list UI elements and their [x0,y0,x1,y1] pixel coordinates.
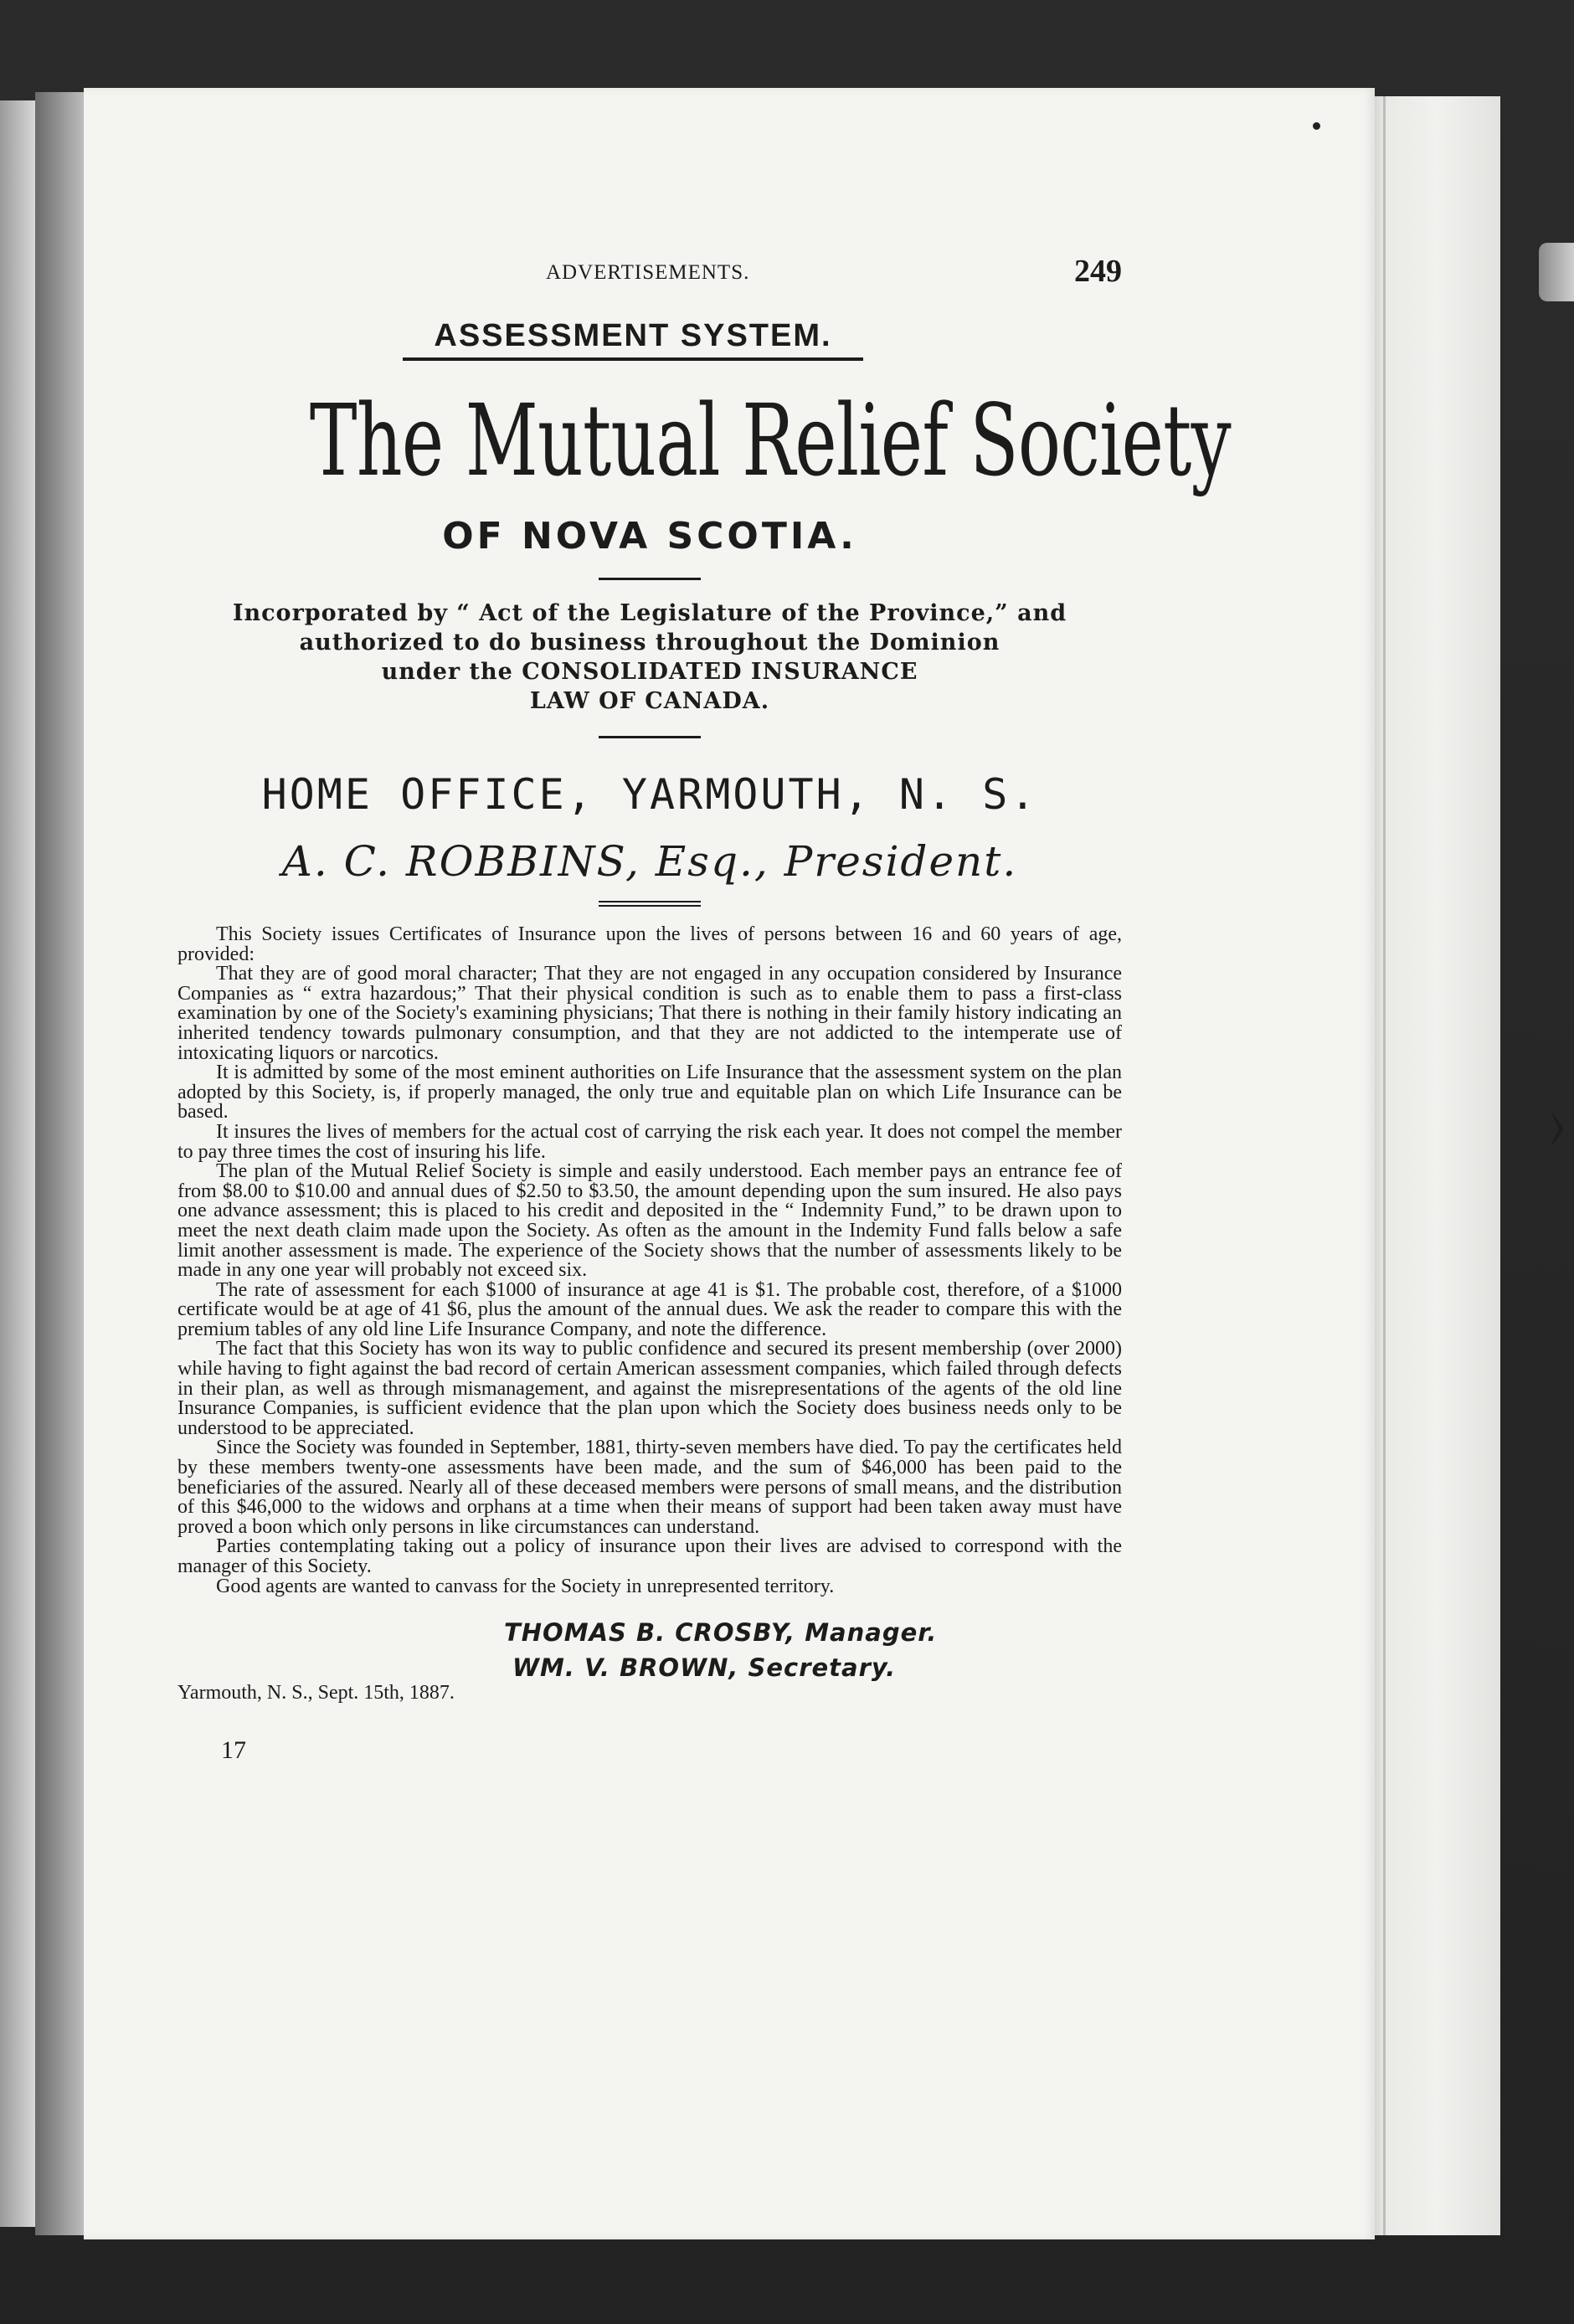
body-paragraph: It is admitted by some of the most eminent authorities on Life Insurance that the assessment system on the plan adopted by this Society, is, if properly managed, the only true and equitable plan on which Life Insurance can be based. [177,1062,1122,1123]
book-clip [1539,243,1574,301]
divider-rule [599,578,701,580]
body-paragraph: The plan of the Mutual Relief Society is simple and easily understood. Each member pays an entrance fee of from $8.00 to $10.00 and annual dues of $2.50 to $3.50, the amount depending upon the sum insured. He also pays one advance assessment; this is placed to his credit and deposited in the “ Indemnity Fund,” to be drawn upon to meet the next death claim made upon the Society. As often as the amount in the Indemity Fund falls below a safe limit another assessment is made. The experience of the Society shows that the number of assessments likely to be made in any one year will probably not exceed six. [177,1160,1122,1282]
book-gutter [35,92,84,2235]
printer-signature-number: 17 [221,1736,246,1765]
running-head [177,251,1122,290]
previous-page-edge [0,100,35,2227]
double-divider-rule [599,901,701,907]
body-paragraph: Good agents are wanted to canvass for the Society in unrepresented territory. [216,1575,835,1597]
body-paragraph: The fact that this Society has won its way to public confidence and secured its present membership (over 2000) while having to fight against the bad record of certain American assessment companies, which failed through defects in their plan, as well as through mismanagement, and against the misrepresentations of the agents of the old line Insurance Companies, is sufficient evidence that the plan upon which the Society does business needs only to be understood to be appreciated. [177,1338,1122,1439]
running-title: ADVERTISEMENTS. [546,261,750,284]
incorporation-line: Incorporated by “ Act of the Legislature of the Province,” and [232,600,1067,626]
secretary-signature: WM. V. BROWN, Secretary. [512,1653,897,1683]
page-content [177,251,1231,1765]
body-paragraph: That they are of good moral character; That they are not engaged in any occupation considered by Insurance Companies as “ extra hazardous;” That their physical condition is such as to enable them to pass a first-class examination by one of the Society's examining physicians; That there is nothing in their family history indicating an inherited tendency towards pulmonary consumption, and that they are not addicted to the intemperate use of intoxicating liquors or narcotics. [177,963,1122,1064]
signature-block [177,1615,1122,1685]
page-stack-edge [1375,96,1500,2235]
incorporation-line: authorized to do business throughout the Dominion [299,630,1000,656]
divider-rule [599,736,701,738]
incorporation-statement [177,599,1122,716]
province-subheading: OF NOVA SCOTIA. [442,515,857,558]
body-paragraph: It insures the lives of members for the actual cost of carrying the risk each year. It does not compel the member to pay three times the cost of insuring his life. [177,1120,1122,1163]
ink-speck [1313,122,1320,130]
body-paragraph: This Society issues Certificates of Insurance upon the lives of persons between 16 and 60 years of age, provided: [177,923,1122,965]
body-paragraph: Since the Society was founded in September, 1881, thirty-seven members have died. To pay the certificates held by these members twenty-one assessments have been made, and the sum of $46,000 has been paid to the beneficiaries of the assured. Nearly all of these deceased members were persons of small means, and the distribution of this $46,000 to the widows and orphans at a time when their means of support had been taken away must have proved a boon which only persons in like circumstances can understand. [177,1437,1122,1538]
page-number: 249 [1074,254,1122,289]
incorporation-line: LAW OF CANADA. [529,688,770,714]
dateline: Yarmouth, N. S., Sept. 15th, 1887. [177,1682,455,1704]
home-office-line: HOME OFFICE, YARMOUTH, N. S. [261,770,1038,819]
body-paragraph: The rate of assessment for each $1000 of insurance at age 41 is $1. The probable cost, therefore, of a $1000 certificate would be at age of 41 $6, plus the amount of the annual dues. We ask the reader to compare this with the premium tables of any old line Life Insurance Company, and note the difference. [177,1278,1122,1340]
manager-signature: THOMAS B. CROSBY, Manager. [504,1618,938,1648]
page-tab-mark: › [1548,1082,1566,1170]
incorporation-line: under the CONSOLIDATED INSURANCE [381,659,918,685]
assessment-system-heading: ASSESSMENT SYSTEM. [403,318,863,361]
body-paragraph: Parties contemplating taking out a policy of insurance upon their lives are advised to correspond with the manager of this Society. [177,1535,1122,1577]
president-line: A. C. ROBBINS, Esq., President. [281,837,1018,886]
society-name-heading: The Mutual Relief Society [309,383,1231,498]
advertisement-body [177,925,1122,1596]
